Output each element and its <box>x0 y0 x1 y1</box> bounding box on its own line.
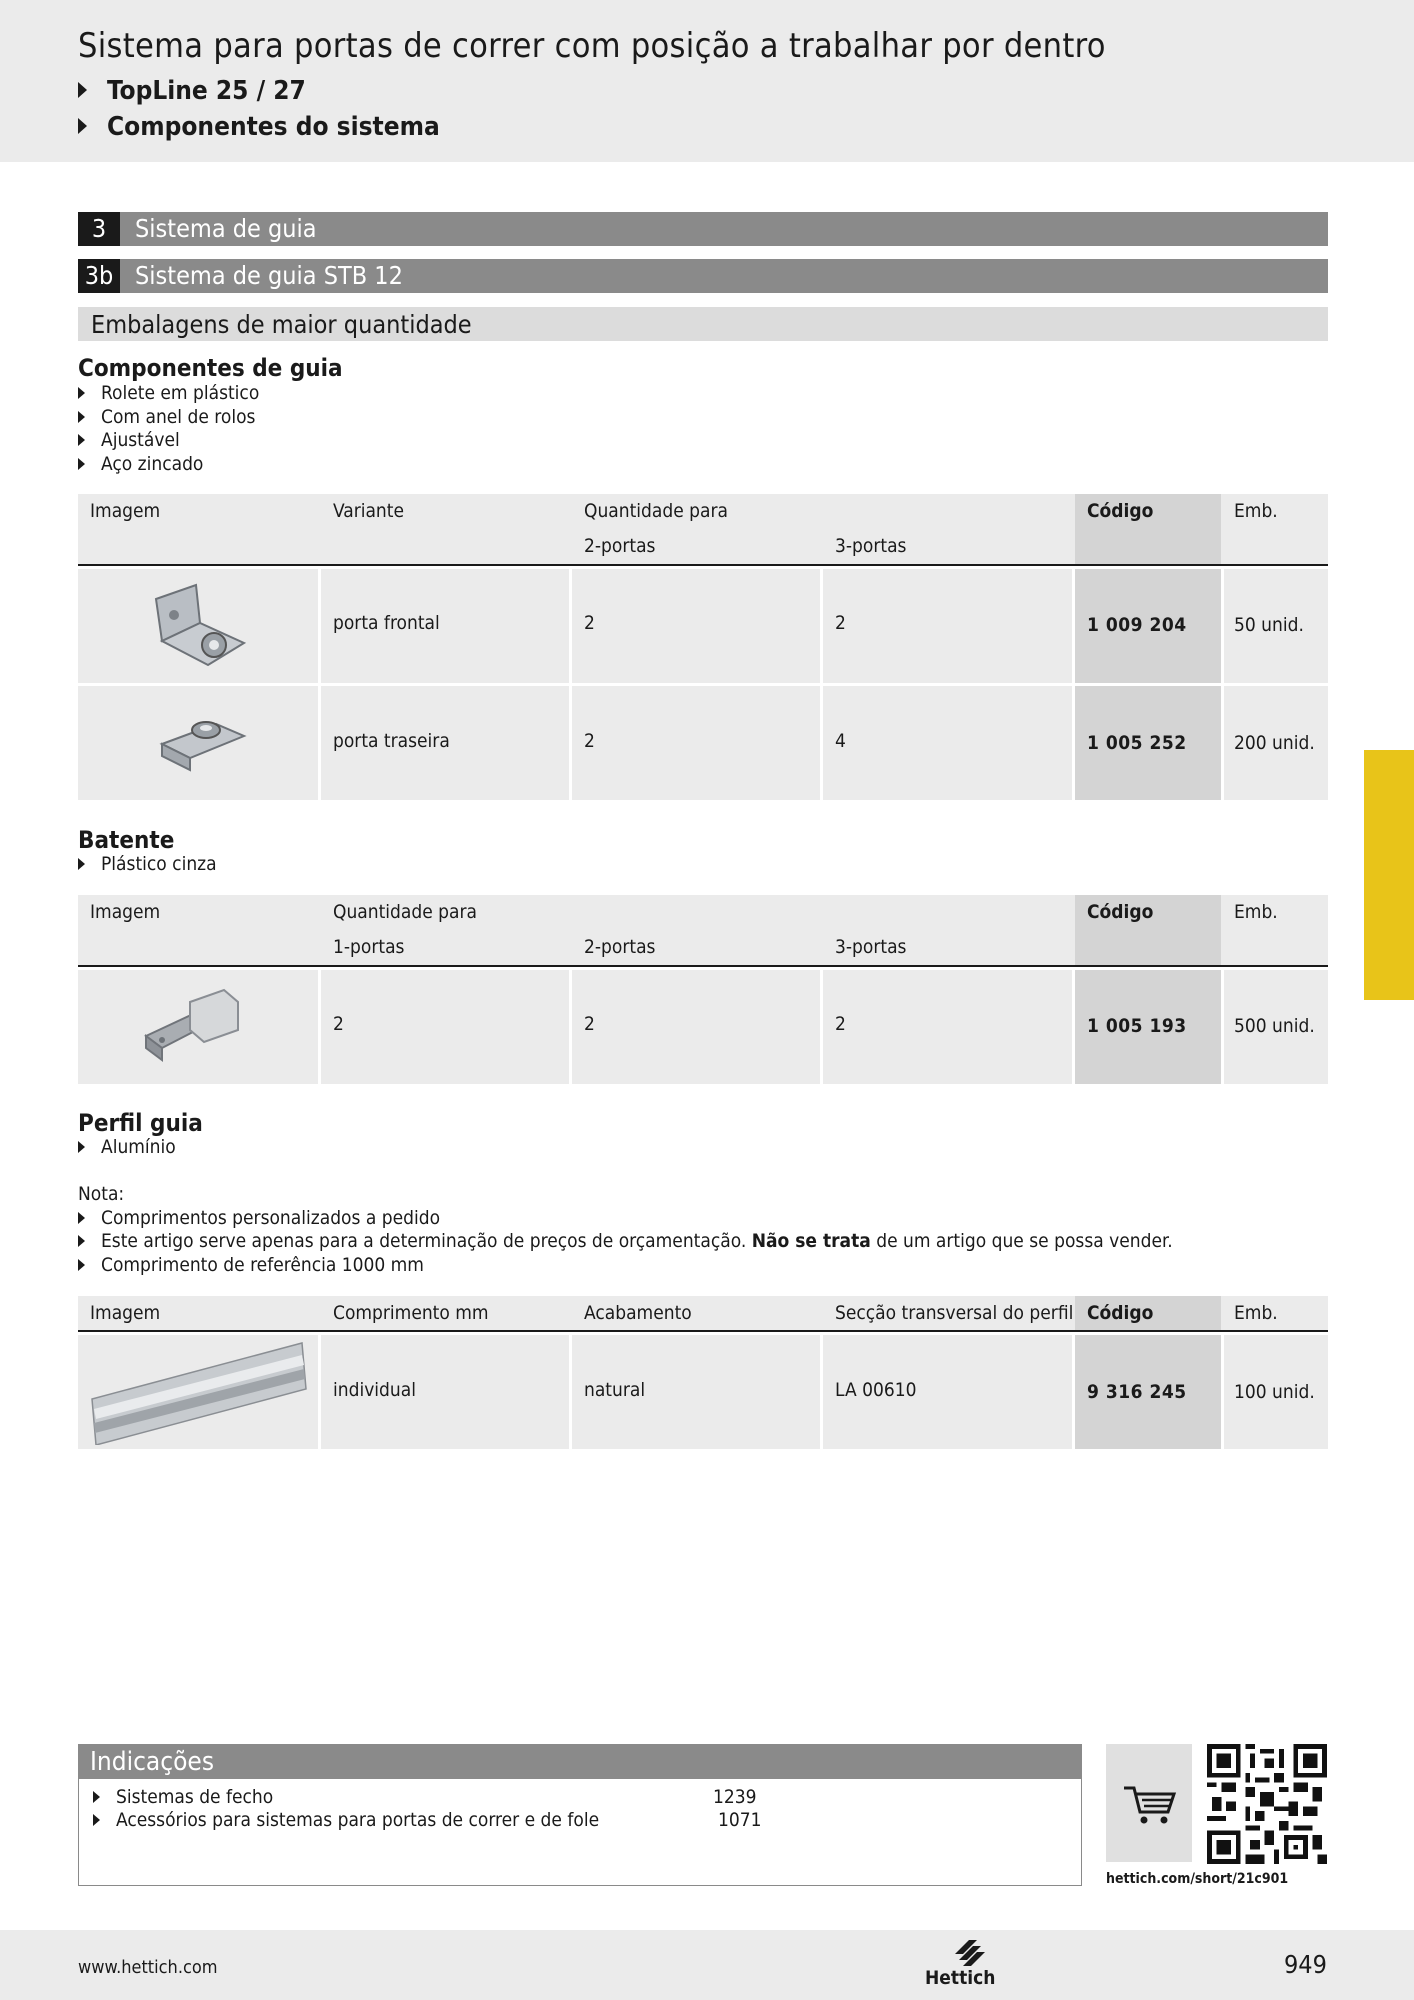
triangle-right-icon <box>78 1235 85 1247</box>
stopper-bullets <box>78 853 217 877</box>
bullet-item: Ajustável <box>78 429 259 453</box>
qr-code-icon[interactable] <box>1207 1744 1327 1864</box>
note-label: Nota: <box>78 1183 125 1205</box>
section-bar-3b <box>78 259 1328 293</box>
col-code: Código <box>1087 1302 1154 1324</box>
note-item: Este artigo serve apenas para a determinação de preços de orçamentação. Não se trata de um artigo que se possa vender. <box>78 1230 1173 1254</box>
triangle-right-icon <box>78 1259 85 1271</box>
indication-page[interactable]: 1071 <box>718 1809 762 1831</box>
code-cell[interactable]: 1 005 193 <box>1087 1015 1187 1037</box>
image-cell <box>78 686 318 800</box>
chapter-side-tab[interactable] <box>1364 750 1414 1000</box>
guide-components-table <box>78 494 1328 802</box>
profile-title: Perfil guia <box>78 1109 203 1137</box>
note-item: Comprimentos personalizados a pedido <box>78 1207 1173 1231</box>
col-pack: Emb. <box>1234 1302 1278 1324</box>
rear-roller-icon <box>156 708 252 780</box>
profile-bullets <box>78 1136 176 1160</box>
image-cell <box>78 569 318 683</box>
note-item: Comprimento de referência 1000 mm <box>78 1254 1173 1278</box>
indication-link[interactable]: Acessórios para sistemas para portas de correr e de fole <box>93 1809 599 1831</box>
col-length: Comprimento mm <box>333 1302 489 1324</box>
finish-cell: natural <box>584 1379 646 1401</box>
stopper-icon <box>140 984 250 1070</box>
guide-components-bullets <box>78 382 259 476</box>
triangle-right-icon <box>78 118 87 134</box>
profile-notes <box>78 1183 1173 1277</box>
page-header <box>0 0 1414 162</box>
qty-cell: 4 <box>835 730 846 752</box>
website-link[interactable]: www.hettich.com <box>78 1957 218 1978</box>
bullet-item: Com anel de rolos <box>78 406 259 430</box>
pack-cell: 200 unid. <box>1234 732 1315 754</box>
indications-title: Indicações <box>79 1745 1081 1779</box>
pack-cell: 100 unid. <box>1234 1381 1315 1403</box>
col-code: Código <box>1087 901 1154 923</box>
table-header <box>78 494 1328 566</box>
triangle-right-icon <box>78 411 85 423</box>
packaging-bar: Embalagens de maior quantidade <box>78 307 1328 341</box>
code-cell[interactable]: 9 316 245 <box>1087 1381 1187 1403</box>
col-qty-2: 2-portas <box>584 535 656 557</box>
bullet-item: Plástico cinza <box>78 853 217 877</box>
col-variant: Variante <box>333 500 404 522</box>
breadcrumb-components[interactable]: Componentes do sistema <box>78 112 440 142</box>
qty-cell: 2 <box>835 1013 846 1035</box>
triangle-right-icon <box>78 1212 85 1224</box>
svg-text:Hettich: Hettich <box>925 1967 996 1988</box>
col-image: Imagem <box>90 901 161 923</box>
front-roller-icon <box>148 579 258 675</box>
col-qty-1: 1-portas <box>333 936 405 958</box>
col-qty-3: 3-portas <box>835 535 907 557</box>
stopper-table <box>78 895 1328 1085</box>
guide-components-title: Componentes de guia <box>78 354 343 382</box>
qty-cell: 2 <box>835 612 846 634</box>
section-number: 3 <box>78 212 120 246</box>
shopping-cart-icon <box>1122 1784 1178 1826</box>
col-section: Secção transversal do perfil <box>835 1302 1074 1324</box>
col-image: Imagem <box>90 1302 161 1324</box>
page-footer <box>0 1930 1414 2000</box>
section-number: 3b <box>78 259 120 293</box>
code-cell[interactable]: 1 009 204 <box>1087 614 1187 636</box>
shop-cart-button[interactable] <box>1106 1744 1192 1862</box>
qty-cell: 2 <box>584 1013 595 1035</box>
col-qty-3: 3-portas <box>835 936 907 958</box>
table-header <box>78 1296 1328 1332</box>
triangle-right-icon <box>78 434 85 446</box>
table-header <box>78 895 1328 967</box>
bullet-item: Alumínio <box>78 1136 176 1160</box>
section-label: Sistema de guia STB 12 <box>135 261 403 290</box>
indications-box <box>78 1744 1082 1886</box>
triangle-right-icon <box>78 858 85 870</box>
triangle-right-icon <box>78 458 85 470</box>
col-image: Imagem <box>90 500 161 522</box>
variant-cell: porta traseira <box>333 730 450 752</box>
col-code: Código <box>1087 500 1154 522</box>
page-number: 949 <box>1284 1950 1327 1979</box>
shop-short-link[interactable]: hettich.com/short/21c901 <box>1106 1871 1289 1887</box>
image-cell <box>78 970 318 1084</box>
page-title: Sistema para portas de correr com posição a trabalhar por dentro <box>78 26 1106 66</box>
indication-link[interactable]: Sistemas de fecho <box>93 1786 273 1808</box>
image-cell <box>78 1335 318 1449</box>
qty-cell: 2 <box>584 730 595 752</box>
pack-cell: 50 unid. <box>1234 614 1304 636</box>
col-qty-2: 2-portas <box>584 936 656 958</box>
indication-page[interactable]: 1239 <box>713 1786 757 1808</box>
qty-cell: 2 <box>333 1013 344 1035</box>
qty-cell: 2 <box>584 612 595 634</box>
col-qty: Quantidade para <box>333 901 478 923</box>
code-cell[interactable]: 1 005 252 <box>1087 732 1187 754</box>
triangle-right-icon <box>78 387 85 399</box>
col-pack: Emb. <box>1234 500 1278 522</box>
guide-profile-icon <box>88 1339 314 1445</box>
stopper-title: Batente <box>78 826 175 854</box>
section-cell[interactable]: LA 00610 <box>835 1379 917 1401</box>
section-label: Sistema de guia <box>135 214 317 243</box>
triangle-right-icon <box>78 1141 85 1153</box>
variant-cell: porta frontal <box>333 612 440 634</box>
breadcrumb-product[interactable]: TopLine 25 / 27 <box>78 76 306 106</box>
triangle-right-icon <box>93 1814 100 1826</box>
bullet-item: Rolete em plástico <box>78 382 259 406</box>
bullet-item: Aço zincado <box>78 453 259 477</box>
col-finish: Acabamento <box>584 1302 692 1324</box>
triangle-right-icon <box>78 82 87 98</box>
col-qty: Quantidade para <box>584 500 729 522</box>
profile-table <box>78 1296 1328 1450</box>
triangle-right-icon <box>93 1791 100 1803</box>
hettich-logo <box>925 1938 997 1988</box>
col-pack: Emb. <box>1234 901 1278 923</box>
length-cell: individual <box>333 1379 416 1401</box>
pack-cell: 500 unid. <box>1234 1015 1315 1037</box>
section-bar-3 <box>78 212 1328 246</box>
